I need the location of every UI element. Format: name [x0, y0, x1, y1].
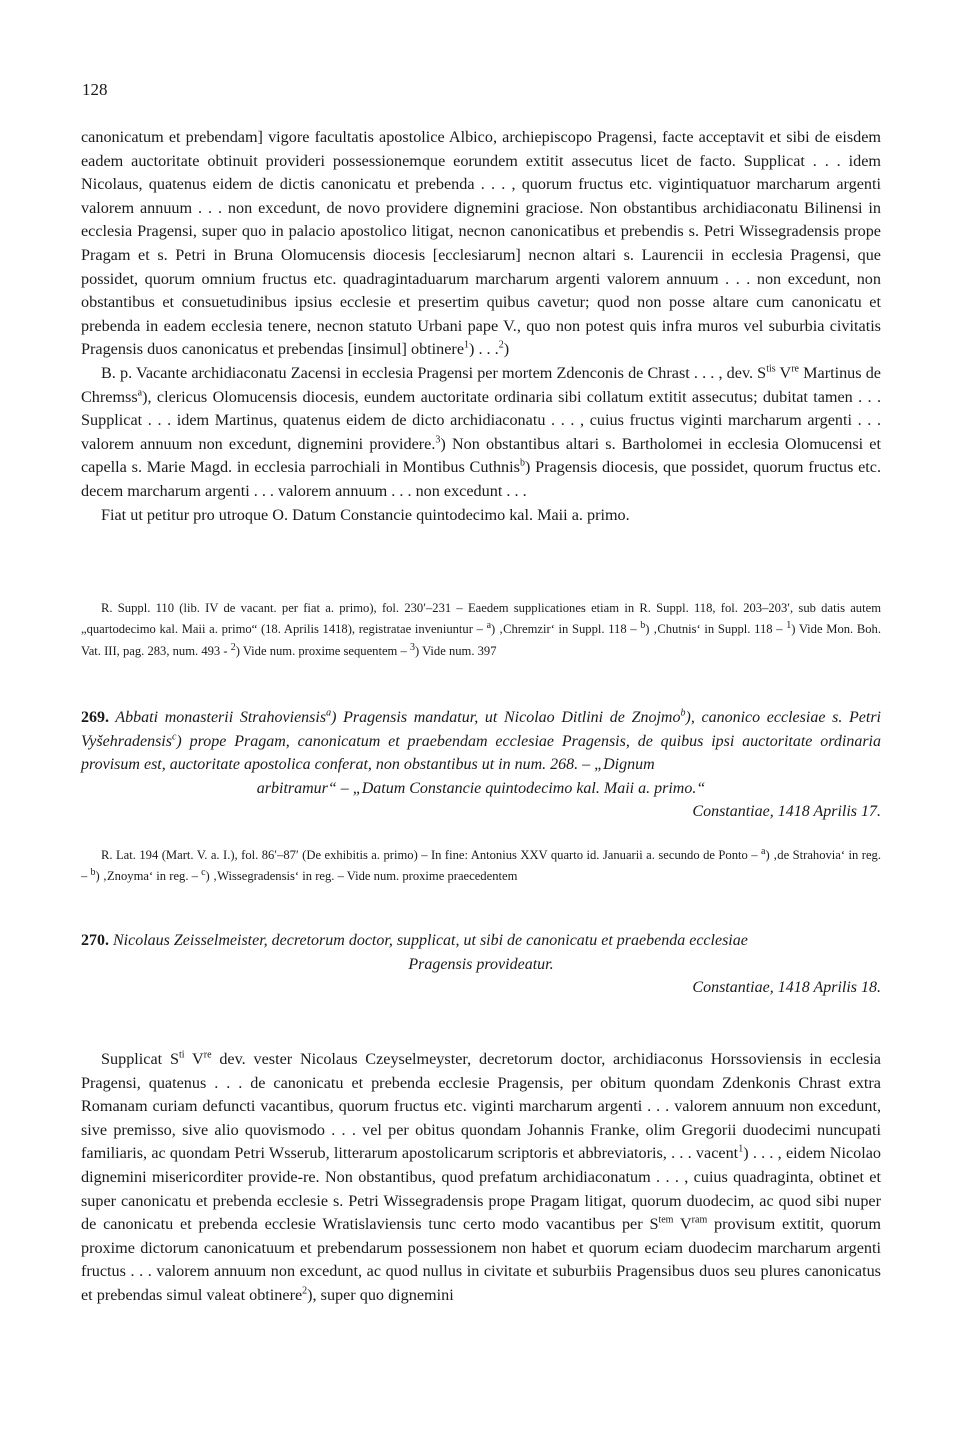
paragraph: Supplicat $S^{ti}$ Vre dev. vester Nicolaus Czeyselmeyster, decretorum doctor, archidiaconus Horssoviensis in ecclesia Pragensi, quatenus . . . de canonicatu et prebenda ecclesie Pragensis, per obitum quondam Zdenkonis Chrast extra Romanam curiam defuncti vacantibus, quorum fructus etc. viginti marcharum argenti . . . valorem annuum non excedunt, sive premisso, sive alio quovismodo . . . vel per obitus quondam Johannis Franke, olim Gregorii duodecimi nuncupati familiaris, ac quondam Petri Wsserub, litterarum apostolicarum scriptoris et abbreviatoris, . . . vacent$^1$) . . . , eidem Nicolao dignemini misericorditer provide-re. Non obstantibus, quod prefatum archidiaconatum . . . , cuius quadraginta, obtinet et super canonicatu et prebenda ecclesie s. Petri Wissegradensis prope Pragam litigat, quorum duodecim, ac quod sibi nuper de canonicatu et prebenda ecclesie Wratislaviensis tunc certo modo vacantibus per $S^{tem}$ $V^{ram}$ provisum extitit, quorum proxime dictorum canonicatuum et prebendarum possessionem non habet et quorum eciam duodecim marcharum argenti fructus . . . valorem annuum non excedunt, ac quod nullus in civitate et suburbiis Pragensibus duos seu plures canonicatus et prebendas simul valeat obtinere$^2$), super quo dignemini — [81, 1049, 882, 1304]
heading-centered-line: arbitramur“ – „Datum Constancie quintodecimo kal. Maii a. primo.“ — [256, 779, 706, 797]
paragraph: B. p. Vacante archidiaconatu Zacensi in ecclesia Pragensi per mortem Zdenconis de Chrast . . . , dev. $S^{tis}$ Vre Martinus de Chremss$^a$), clericus Olomucensis diocesis, eundem auctoritate ordinaria sibi collatum extitit assecutus; dubitat tamen . . . Supplicat . . . idem Martinus, quatenus eidem de dicto archidiaconatu . . . , cuius fructus viginti marcharum argenti . . . valorem annuum non excedunt, dignemini providere.$^3$) Non obstantibus altari s. Bartholomei in ecclesia Olomucensi et capella s. Marie Magd. in ecclesia parrochiali in Montibus Cuthnis$^b$) Pragensis diocesis, que possidet, quorum fructus etc. decem marcharum argenti . . . valorem annuum . . . non excedunt . . . — [81, 363, 881, 500]
heading-centered-line: Pragensis provideatur. — [408, 955, 554, 973]
entry-number: 269. — [81, 709, 109, 726]
footnotes-268 — [81, 598, 881, 662]
page-number: 128 — [82, 80, 108, 99]
footnotes-269 — [81, 845, 881, 888]
entry-date: Constantiae, 1418 Aprilis 18. — [692, 979, 881, 997]
entry-heading: 270. Nicolaus Zeisselmeister, decretorum doctor, supplicat, ut sibi de canonicatu et praebenda ecclesiae — [81, 932, 748, 949]
footnote-apparatus: R. Lat. 194 (Mart. V. a. I.), fol. 86′–87′ (De exhibitis a. primo) – In fine: Antonius XXV quarto id. Januarii a. secundo de Ponto – $^a$) ‚de Strahovia‘ in reg. – $^b$) ‚Znoyma‘ in reg. – $^c$) ‚Wissegradensis‘ in reg. – Vide num. proxime praecedentem — [81, 845, 881, 884]
entry-268-continuation — [81, 126, 881, 527]
footnote-apparatus: R. Suppl. 110 (lib. IV de vacant. per fiat a. primo), fol. 230′–231 – Eaedem supplicationes etiam in R. Suppl. 118, fol. 203–203′, sub datis autem „quartodecimo kal. Maii a. primo“ (18. Aprilis 1418), registratae inveniuntur – $^a$) ‚Chremzir‘ in Suppl. 118 – $^b$) ‚Chutnis‘ in Suppl. 118 – $^1$) Vide Mon. Boh. Vat. III, pag. 283, num. 493 - $^2$) Vide num. proxime sequentem – $^3$) Vide num. 397 — [81, 601, 882, 658]
paragraph: canonicatum et prebendam] vigore facultatis apostolice Albico, archiepiscopo Pragensi, facte acceptavit et sibi de eisdem eadem auctoritate obtinuit provideri possessionemque eorundem extitit assecutus licet de facto. Supplicat . . . idem Nicolaus, quatenus eidem de dictis canonicatu et prebenda . . . , quorum fructus etc. vigintiquatuor marcharum argenti valorem annuum . . . non excedunt, de novo providere dignemini graciose. Non obstantibus archidiaconatu Bilinensi in ecclesia Pragensi, super quo in palacio apostolico litigat, necnon canonicatibus et prebendis s. Petri Wissegradensis prope Pragam et s. Petri in Bruna Olomucensis diocesis [ecclesiarum] necnon altari s. Laurencii in ecclesia Pragensi, que possidet, quorum omnium fructus etc. quadragintaduarum marcharum argenti valorem annuum . . . non excedunt, non obstantibus et consuetudinibus ipsius ecclesie et presertim quibus cavetur; quod non posse altare cum canonicatu et prebenda in eadem ecclesia tenere, necnon statuto Urbani pape V., quo non potest quis infra muros vel suburbia civitatis Pragensis duos canonicatus et prebendas [insimul] obtinere$^1$) . . .$^2$) — [81, 128, 881, 359]
entry-270-body — [81, 1048, 881, 1308]
entry-270 — [81, 929, 881, 1000]
closing-line: Fiat ut petitur pro utroque O. Datum Constancie quintodecimo kal. Maii a. primo. — [101, 505, 630, 524]
entry-date: Constantiae, 1418 Aprilis 17. — [692, 803, 881, 821]
entry-269 — [81, 706, 881, 824]
entry-number: 270. — [81, 932, 109, 949]
entry-heading: 269. Abbati monasterii Strahoviensis$^a$) Pragensis mandatur, ut Nicolao Ditlini de Znojmo$^b$), canonico ecclesiae s. Petri Vyšehradensis$^c$) prope Pragam, canonicatum et praebendam ecclesiae Pragensis, de quibus ipsi auctoritate ordinaria provisum est, auctoritate apostolica conferat, non obstantibus ut in num. 268. – „Dignum — [81, 707, 882, 774]
